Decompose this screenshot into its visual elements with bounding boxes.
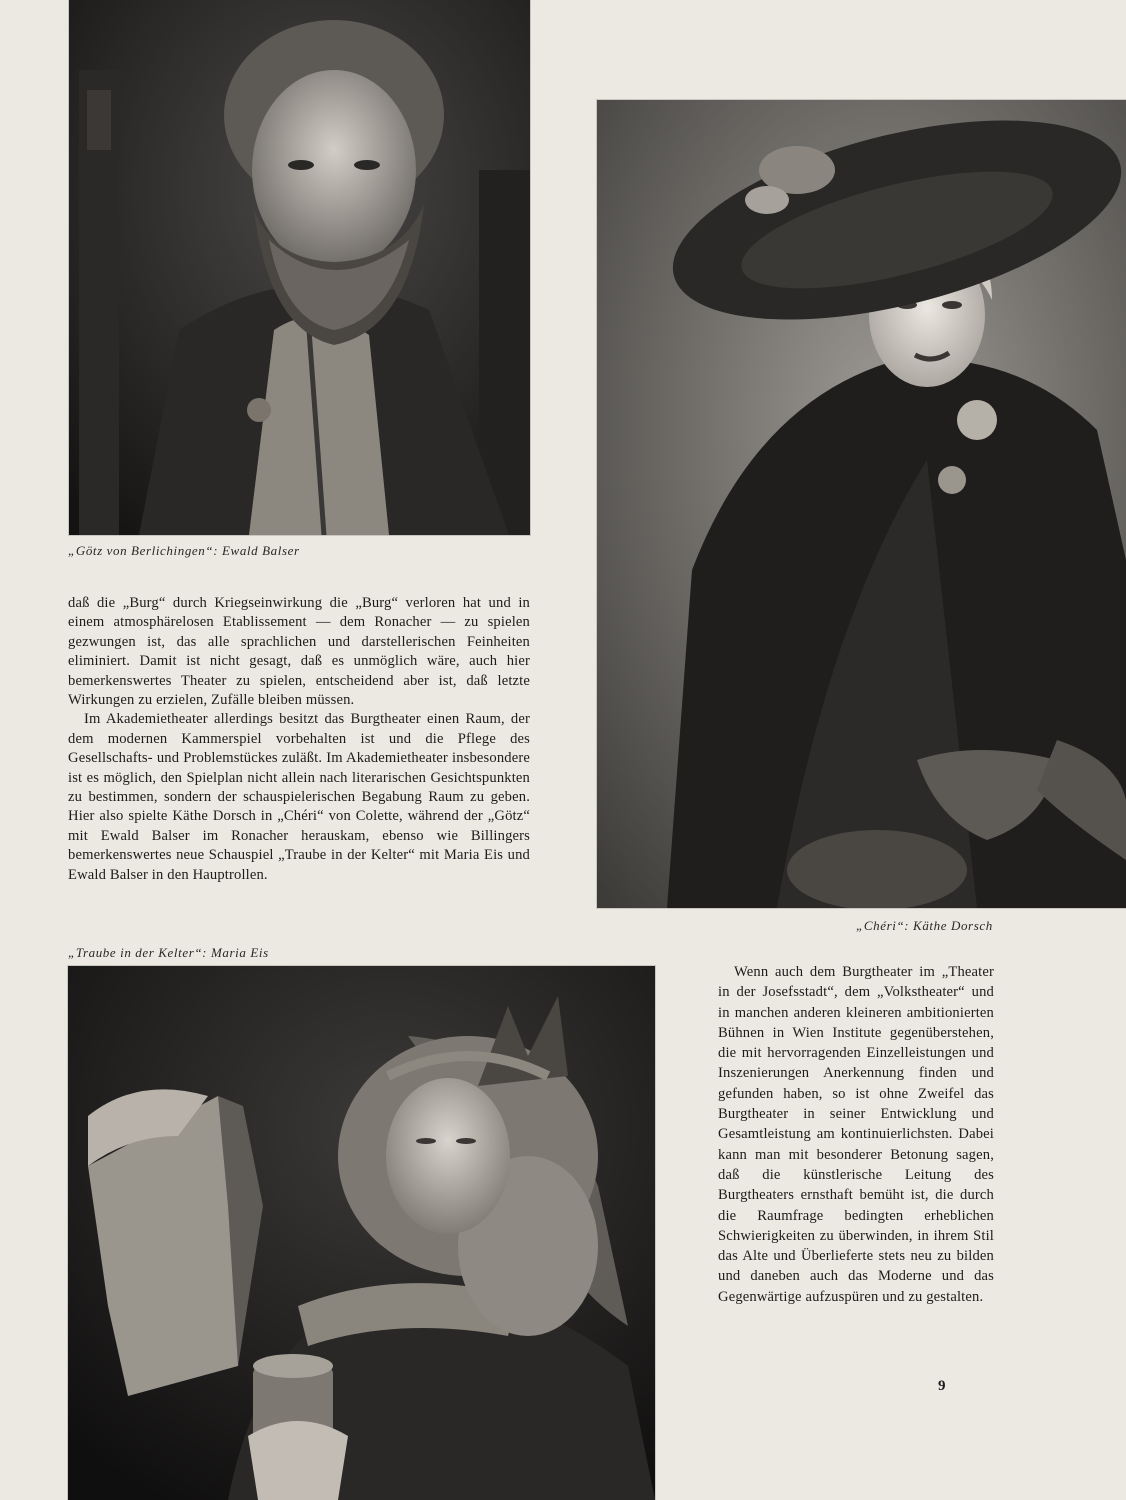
photo-goetz-von-berlichingen	[69, 0, 530, 535]
page-number: 9	[938, 1378, 946, 1394]
photo-caption-traube: „Traube in der Kelter“: Maria Eis	[68, 945, 269, 960]
article-paragraph-2: Im Akademietheater allerdings besitzt das Burgtheater einen Raum, der dem modernen Kammerspiel vorbehalten ist und die Pflege des Gesellschafts- und Problemstückes zuläßt. Im Akademietheater insbesondere ist es möglich, den Spielplan nicht allein nach literarischen Gesichtspunkten zu bestimmen, sondern der schauspielerischen Begabung Raum zu geben. Hier also spielte Käthe Dorsch in „Chéri“ von Colette, während der „Götz“ mit Ewald Balser im Ronacher herauskam, ebenso wie Billingers bemerkenswertes neue Schauspiel „Traube in der Kelter“ mit Maria Eis und Ewald Balser in den Hauptrollen.	[68, 711, 530, 883]
photo-caption-cheri: „Chéri“: Käthe Dorsch	[856, 918, 993, 933]
article-right-column	[718, 962, 994, 1307]
photo-caption-goetz: „Götz von Berlichingen“: Ewald Balser	[68, 543, 300, 558]
article-left-column	[68, 594, 530, 885]
article-paragraph-3: Wenn auch dem Burgtheater im „Theater in der Josefsstadt“, dem „Volkstheater“ und in manchen anderen kleineren ambitionierten Bühnen in Wien Institute gegenüberstehen, die mit hervorragenden Einzelleistungen und Inszenierungen Anerkennung finden und gefunden haben, so ist ohne Zweifel das Burgtheater in seiner Entwicklung und Gesamtleistung am kontinuierlichsten. Dabei kann man mit besonderer Betonung sagen, daß die künstlerische Leitung des Burgtheaters ernsthaft bemüht ist, die durch die Raumfrage bedingten erheblichen Schwierigkeiten zu überwinden, in ihrem Stil das Alte und Überlieferte stets neu zu bilden und daneben auch das Moderne und das Gegenwärtige aufzuspüren und zu gestalten.	[718, 964, 994, 1305]
photo-traube-in-der-kelter	[68, 966, 655, 1500]
article-paragraph-1: daß die „Burg“ durch Kriegseinwirkung die „Burg“ verloren hat und in einem atmosphärelosen Etablissement — dem Ronacher — zu spielen gezwungen ist, das alle sprachlichen und darstellerischen Feinheiten eliminiert. Damit ist nicht gesagt, daß es unmöglich wäre, auch hier bemerkenswertes Theater zu spielen, entscheidend aber ist, daß letzte Wirkungen zu erzielen, Zufälle bleiben müssen.	[68, 595, 530, 709]
photo-cheri	[597, 100, 1126, 908]
